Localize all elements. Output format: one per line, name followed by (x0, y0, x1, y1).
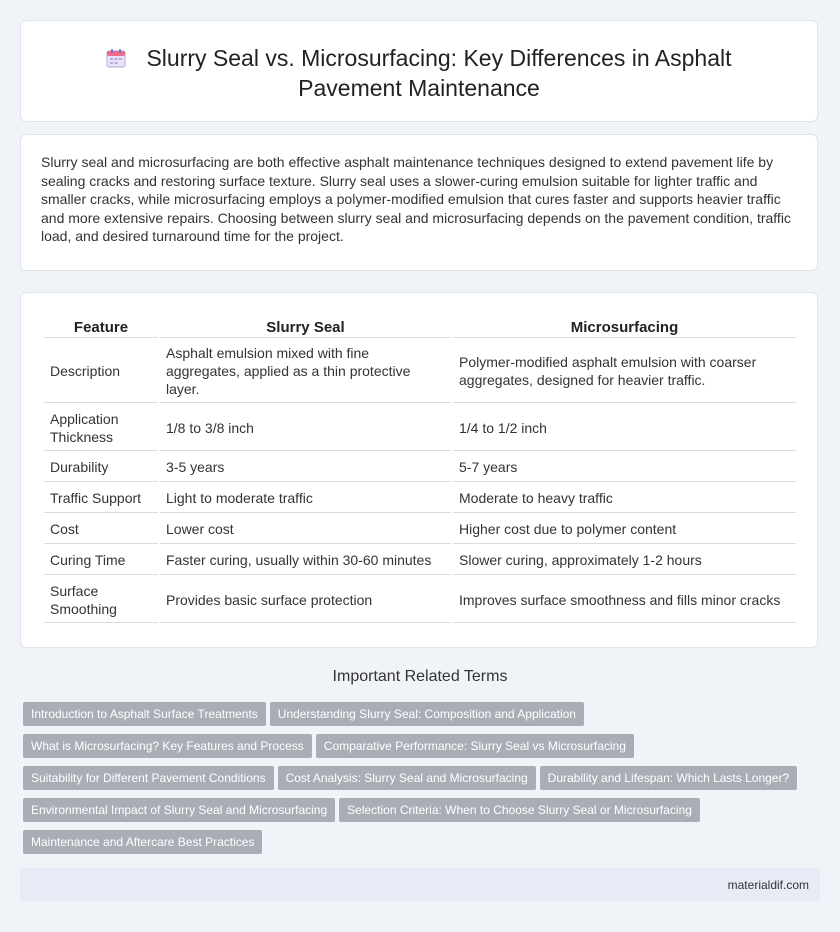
table-row (44, 340, 796, 403)
slurry-seal-cell: Faster curing, usually within 30-60 minutes (160, 546, 451, 575)
slurry-seal-cell: Light to moderate traffic (160, 484, 451, 513)
feature-cell: Surface Smoothing (44, 577, 158, 623)
related-term-tag[interactable]: Selection Criteria: When to Choose Slurry Seal or Microsurfacing (339, 798, 700, 822)
microsurfacing-cell: Moderate to heavy traffic (453, 484, 796, 513)
table-row (44, 515, 796, 544)
related-term-tag[interactable]: Cost Analysis: Slurry Seal and Microsurfacing (278, 766, 536, 790)
related-terms-title: Important Related Terms (332, 668, 508, 685)
intro-card (20, 134, 818, 271)
microsurfacing-cell: Slower curing, approximately 1-2 hours (453, 546, 796, 575)
related-terms-list (23, 702, 823, 862)
related-term-tag[interactable]: Maintenance and Aftercare Best Practices (23, 830, 262, 854)
related-term-tag[interactable]: Understanding Slurry Seal: Composition and Application (270, 702, 584, 726)
header-microsurfacing: Microsurfacing (453, 317, 796, 338)
title-line-1: Slurry Seal vs. Microsurfacing: Key Differences in Asphalt (146, 45, 732, 71)
feature-cell: Application Thickness (44, 405, 158, 451)
microsurfacing-cell: Improves surface smoothness and fills minor cracks (453, 577, 796, 623)
table-row (44, 405, 796, 451)
slurry-seal-cell: 1/8 to 3/8 inch (160, 405, 451, 451)
slurry-seal-cell: Lower cost (160, 515, 451, 544)
related-term-tag[interactable]: Introduction to Asphalt Surface Treatments (23, 702, 266, 726)
related-term-tag[interactable]: What is Microsurfacing? Key Features and Process (23, 734, 312, 758)
related-term-tag[interactable]: Suitability for Different Pavement Conditions (23, 766, 274, 790)
slurry-seal-cell: 3-5 years (160, 453, 451, 482)
table-header-row (44, 317, 796, 338)
microsurfacing-cell: 1/4 to 1/2 inch (453, 405, 796, 451)
slurry-seal-cell: Asphalt emulsion mixed with fine aggregates, applied as a thin protective layer. (160, 340, 451, 403)
microsurfacing-cell: Polymer-modified asphalt emulsion with coarser aggregates, designed for heavier traffic. (453, 340, 796, 403)
slurry-seal-cell: Provides basic surface protection (160, 577, 451, 623)
feature-cell: Description (44, 340, 158, 403)
table-row (44, 484, 796, 513)
related-term-tag[interactable]: Environmental Impact of Slurry Seal and Microsurfacing (23, 798, 335, 822)
footer-site-link[interactable]: materialdif.com (727, 878, 809, 892)
related-term-tag[interactable]: Durability and Lifespan: Which Lasts Longer? (540, 766, 797, 790)
intro-paragraph: Slurry seal and microsurfacing are both effective asphalt maintenance techniques designed to extend pavement life by sealing cracks and restoring surface texture. Slurry seal uses a slower-curing emulsion suitable for lighter traffic and smaller cracks, while microsurfacing employs a polymer-modified emulsion that cures faster and supports heavier traffic and more extensive repairs. Choosing between slurry seal and microsurfacing depends on the pavement condition, traffic load, and desired turnaround time for the project. (41, 154, 791, 244)
feature-cell: Durability (44, 453, 158, 482)
title-line-2: Pavement Maintenance (298, 75, 540, 101)
header-slurry-seal: Slurry Seal (160, 317, 451, 338)
related-term-tag[interactable]: Comparative Performance: Slurry Seal vs Microsurfacing (316, 734, 634, 758)
feature-cell: Cost (44, 515, 158, 544)
table-row (44, 577, 796, 623)
title-card (20, 20, 818, 122)
table-row (44, 453, 796, 482)
feature-cell: Curing Time (44, 546, 158, 575)
table-row (44, 546, 796, 575)
feature-cell: Traffic Support (44, 484, 158, 513)
header-feature: Feature (44, 317, 158, 338)
calendar-icon (106, 45, 126, 65)
microsurfacing-cell: Higher cost due to polymer content (453, 515, 796, 544)
page-title (21, 43, 817, 103)
comparison-table (42, 315, 798, 625)
comparison-table-card (20, 292, 818, 648)
microsurfacing-cell: 5-7 years (453, 453, 796, 482)
footer (20, 868, 820, 902)
